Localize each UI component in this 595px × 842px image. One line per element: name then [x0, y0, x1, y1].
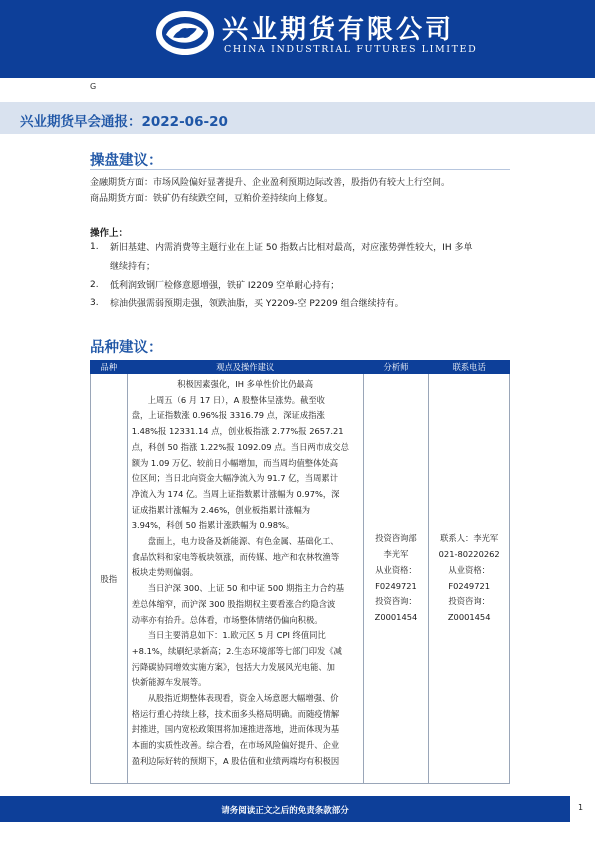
view-paragraph-line: 食品饮料和家电等板块领涨，而传媒、地产和农林牧渔等: [131, 551, 340, 562]
page-number: 1: [578, 803, 584, 812]
view-paragraph-line: 污降碳协同增效实施方案》，包括大力发展风光电能、加: [131, 661, 335, 672]
op-item-3: 棕油供强需弱预期走强，领跌油脂，买 Y2209-空 P2209 组合继续持有。: [110, 299, 404, 309]
view-paragraph-line: 3.94%，科创 50 指累计涨跌幅为 0.98%。: [131, 520, 295, 531]
contact-cell: [429, 374, 510, 784]
op-item-2: 低利润致钢厂检修意愿增强，铁矿 I2209 空单耐心持有；: [110, 281, 340, 291]
table-row: [91, 374, 510, 784]
view-paragraph-line: 动率亦有抬升。总体看，市场整体情绪仍偏向积极。: [131, 614, 323, 625]
table-header-row: [91, 361, 510, 374]
view-title: 积极因素强化，IH 多单性价比仍最高: [177, 379, 314, 389]
company-logo-icon: [154, 8, 216, 58]
section-heading-trading-advice: 操盘建议：: [90, 153, 163, 169]
variety-cell: 股指: [91, 374, 128, 784]
contact-phone: 021-80220262: [438, 548, 500, 559]
analyst-consult-number: Z0001454: [374, 612, 418, 623]
section-heading-variety-advice: 品种建议：: [90, 340, 163, 356]
view-paragraph-line: 位区间；当日北向资金大幅净流入为 91.7 亿，当周累计: [131, 473, 338, 484]
view-paragraph-line: 盘，上证指数涨 0.96%报 3316.79 点，深证成指涨: [131, 410, 325, 421]
advice-line-commodity: 商品期货方面：铁矿仍有续跌空间，豆粕价差持续向上修复。: [90, 194, 334, 204]
analyst-consult-label: 投资咨询：: [375, 596, 417, 607]
analyst-qual-label: 从业资格：: [375, 564, 417, 575]
contact-qual-label: 从业资格：: [448, 564, 490, 575]
col-header-contact: 联系电话: [429, 361, 510, 374]
analyst-name: 李光军: [383, 548, 409, 559]
col-header-analyst: 分析师: [363, 361, 429, 374]
contact-consult-label: 投资咨询：: [448, 596, 490, 607]
view-paragraph-line: 板块走势则偏弱。: [131, 567, 199, 578]
view-paragraph-line: 盘面上，电力设备及新能源、有色金属、基础化工、: [147, 536, 339, 547]
view-paragraphs: [132, 393, 359, 770]
op-number-2: 2.: [90, 280, 99, 290]
view-paragraph-line: 差总体缩窄，而沪深 300 股指期权主要看涨合约隐含波: [131, 598, 336, 609]
view-paragraph-line: 快新能源车发展等。: [131, 677, 207, 688]
corner-mark: G: [90, 82, 97, 91]
view-paragraph-line: 封推进，国内宽松政策围将加速推进落地，进而体现为基: [131, 724, 340, 735]
analyst-cell: [363, 374, 429, 784]
view-paragraph-line: 盈利边际好转的预期下，A 股估值和业绩两端均有积极因: [131, 755, 340, 766]
contact-qual-number: F0249721: [448, 580, 491, 591]
advice-line-financial: 金融期货方面：市场风险偏好显著提升、企业盈利预期边际改善，股指仍有较大上行空间。: [90, 178, 451, 188]
report-title-bar: [0, 102, 595, 134]
contact-person: 联系人：李光军: [440, 533, 499, 544]
op-number-1: 1.: [90, 242, 99, 252]
view-paragraph-line: 格运行重心持续上移，技术面多头格局明确。而随疫情解: [131, 708, 340, 719]
op-item-1-line-2: 继续持有；: [110, 262, 156, 272]
company-name-cn: 兴业期货有限公司: [222, 15, 455, 45]
view-paragraph-line: +8.1%，续刷纪录新高；2.生态环境部等七部门印发《减: [131, 645, 342, 656]
variety-advice-table: [90, 360, 510, 784]
operations-heading: 操作上：: [90, 228, 129, 239]
op-item-1-line-1: 新旧基建、内需消费等主题行业在上证 50 指数占比相对最高，对应涨势弹性较大，IH 多单: [110, 243, 473, 253]
disclaimer-notice: 请务阅读正文之后的免责条款部分: [221, 806, 349, 816]
contact-consult-number: Z0001454: [447, 612, 491, 623]
footer-bar: [0, 796, 570, 822]
analyst-dept: 投资咨询部: [375, 533, 417, 544]
analyst-qual-number: F0249721: [375, 580, 417, 591]
view-paragraph-line: 点，科创 50 指涨 1.22%报 1092.09 点。当日两市成交总: [131, 441, 349, 452]
view-paragraph-line: 净流入为 174 亿。当周上证指数累计涨幅为 0.97%，深: [131, 488, 340, 499]
view-paragraph-line: 1.48%报 12331.14 点，创业板指涨 2.77%报 2657.21: [131, 426, 344, 437]
col-header-variety: 品种: [91, 361, 128, 374]
header-banner: [0, 0, 595, 78]
report-title: 兴业期货早会通报：2022-06-20: [20, 114, 228, 130]
company-name-en: CHINA INDUSTRIAL FUTURES LIMITED: [224, 44, 478, 55]
view-cell: [127, 374, 363, 784]
op-number-3: 3.: [90, 298, 99, 308]
view-paragraph-line: 本面的实质性改善。综合看，在市场风险偏好提升、企业: [131, 740, 340, 751]
col-header-view: 观点及操作建议: [127, 361, 363, 374]
section-divider: [90, 169, 510, 170]
view-paragraph-line: 上周五（6 月 17 日），A 股整体呈涨势。截至收: [147, 394, 325, 405]
view-paragraph-line: 当日沪深 300、上证 50 和中证 500 期指主力合约基: [147, 583, 345, 594]
view-paragraph-line: 额为 1.09 万亿、较前日小幅增加，而当周均值整体处高: [131, 457, 338, 468]
view-paragraph-line: 从股指近期整体表现看，资金入场意愿大幅增强、价: [147, 693, 339, 704]
view-paragraph-line: 证成指累计涨幅为 2.46%，创业板指累计涨幅为: [131, 504, 311, 515]
view-paragraph-line: 当日主要消息如下：1.欧元区 5 月 CPI 终值同比: [147, 630, 326, 641]
